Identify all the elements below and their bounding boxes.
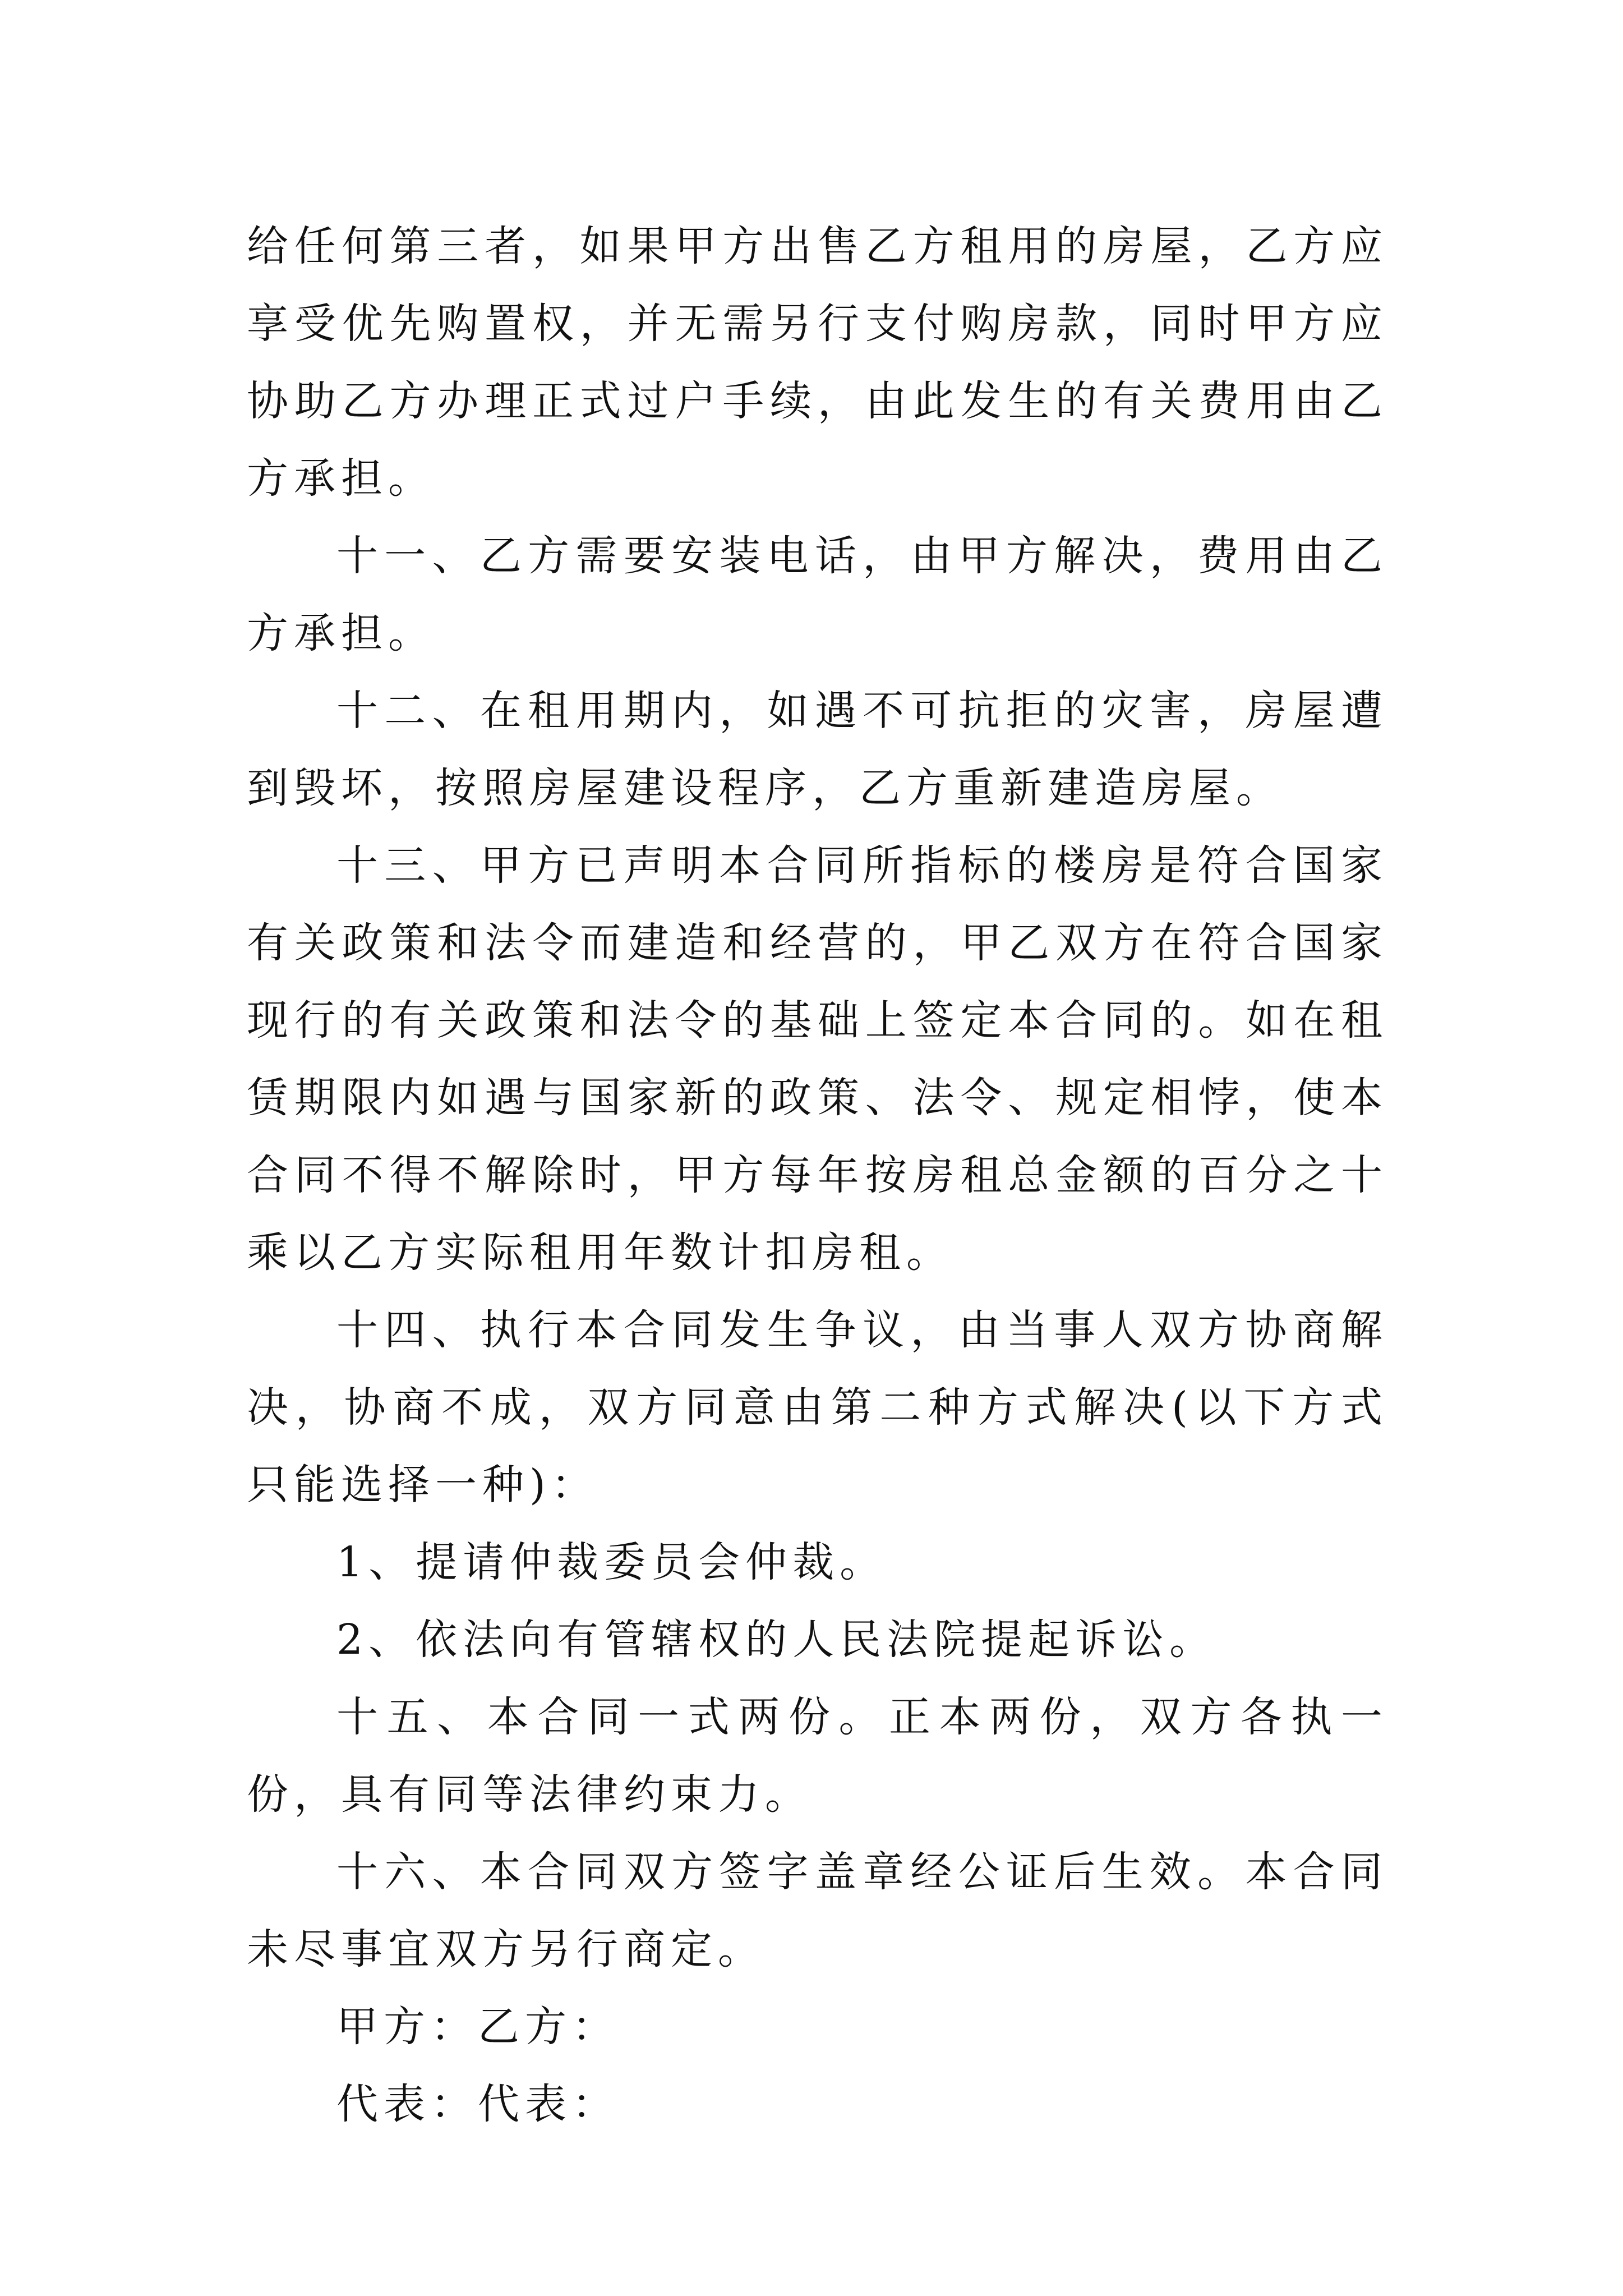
paragraph-clause-14: 十四、执行本合同发生争议，由当事人双方协商解决，协商不成，双方同意由第二种方式解决(以下方式只能选择一种)： bbox=[247, 1306, 1388, 1509]
paragraph-clause-16: 十六、本合同双方签字盖章经公证后生效。本合同未尽事宜双方另行商定。 bbox=[247, 1848, 1388, 1973]
paragraph-option-2: 2、依法向有管辖权的人民法院提起诉讼。 bbox=[336, 1616, 1217, 1664]
paragraph-clause-12: 十二、在租用期内，如遇不可抗拒的灾害，房屋遭到毁坏，按照房屋建设程序，乙方重新建造房屋。 bbox=[247, 687, 1388, 812]
paragraph-option-1: 1、提请仲裁委员会仲裁。 bbox=[336, 1538, 887, 1586]
document-body bbox=[247, 208, 1388, 2143]
paragraph-clause-15: 十五、本合同一式两份。正本两份，双方各执一份，具有同等法律约束力。 bbox=[247, 1693, 1388, 1819]
paragraph-clause-11: 十一、乙方需要安装电话，由甲方解决，费用由乙方承担。 bbox=[247, 532, 1388, 657]
signature-party-line: 甲方：乙方： bbox=[336, 2003, 619, 2051]
paragraph-clause-13: 十三、甲方已声明本合同所指标的楼房是符合国家有关政策和法令而建造和经营的，甲乙双方在符合国家现行的有关政策和法令的基础上签定本合同的。如在租赁期限内如遇与国家新的政策、法令、规定相悖，使本合同不得不解除时，甲方每年按房租总金额的百分之十乘以乙方实际租用年数计扣房租。 bbox=[247, 841, 1388, 1277]
signature-representative-line: 代表：代表： bbox=[336, 2080, 619, 2128]
paragraph-clause-10-continued: 给任何第三者，如果甲方出售乙方租用的房屋，乙方应享受优先购置权，并无需另行支付购房款，同时甲方应协助乙方办理正式过户手续，由此发生的有关费用由乙方承担。 bbox=[247, 222, 1388, 503]
